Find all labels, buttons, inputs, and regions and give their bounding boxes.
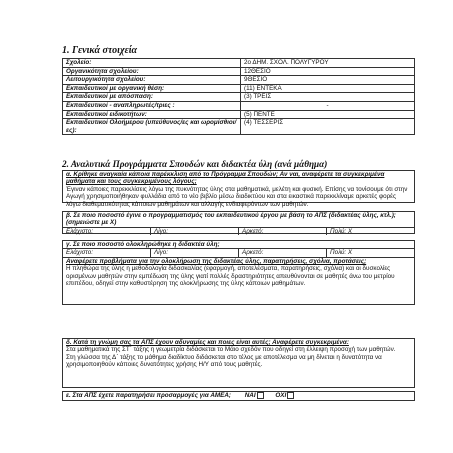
yes-label: ΝΑΙ xyxy=(244,392,256,400)
question-b-box xyxy=(62,211,415,234)
general-info-table xyxy=(62,58,415,135)
rating-b xyxy=(63,227,414,235)
row-label: Εκπαιδευτικοί - αναπληρωτές/τριες : xyxy=(63,101,241,110)
answer-d-2: Στη γλώσσα της Δ΄ τάξης το μάθημα διαδίκτυο διδάσκεται στο τέλος με αποτέλεσμα να μη δίνεται η δυνατότητα να χρησιμοποιηθούν κάποιες δυνατότητες χρήσης Η/Υ από τους μαθητές. xyxy=(66,353,382,369)
section-1-title: 1. Γενικά στοιχεία xyxy=(62,45,138,56)
question-e-line xyxy=(63,392,414,400)
question-e: ε. Στα ΑΠΣ έχετε παρατηρήσει προσαρμογές για ΑΜΕΑ; xyxy=(66,392,231,400)
yes-checkbox[interactable] xyxy=(257,392,264,399)
rating-option: Αρκετό: xyxy=(238,249,326,256)
row-value: 2ο ΔΗΜ. ΣΧΟΛ. ΠΟΛΥΓΥΡΟΥ xyxy=(241,59,415,68)
row-label: Λειτουργικότητα σχολείου: xyxy=(63,76,241,85)
table-row xyxy=(63,67,415,76)
no-option[interactable] xyxy=(275,392,294,399)
question-a-box xyxy=(62,170,415,208)
question-a: α. Κρίθηκε αναγκαία κάποια παρέκκλιση από το Πρόγραμμα Σπουδών; Αν ναι, αναφέρετε τα συγκεκριμένα μαθήματα και τους συγκεκριμένους λόγους; xyxy=(66,171,385,186)
row-value: (4) ΤΕΣΣΕΡΙΣ xyxy=(241,119,415,135)
question-c: γ. Σε ποιο ποσοστό ολοκληρώθηκε η διδακτέα ύλη; xyxy=(66,241,220,248)
no-label: ΟΧΙ xyxy=(275,392,287,400)
table-row xyxy=(63,119,415,135)
rating-option: Λίγο: xyxy=(150,228,238,235)
row-value: - xyxy=(241,101,415,110)
no-checkbox[interactable] xyxy=(287,392,294,399)
section-2-title: 2. Αναλυτικά Προγράμματα Σπουδών και διδακτέα ύλη (ανά μάθημα) xyxy=(62,159,328,169)
table-row xyxy=(63,93,415,102)
row-label: Εκπαιδευτικοί με οργανική θέση: xyxy=(63,84,241,93)
table-row xyxy=(63,59,415,68)
row-label: Εκπαιδευτικοί με απόσπαση: xyxy=(63,93,241,102)
rating-option: Πολύ: Χ xyxy=(326,228,414,235)
question-d: δ. Κατά τη γνώμη σας τα ΑΠΣ έχουν αδυναμίες και ποιες είναι αυτές; Αναφέρετε συγκεκριμένα: xyxy=(66,339,349,346)
row-value: (3) ΤΡΕΙΣ xyxy=(241,93,415,102)
rating-c xyxy=(63,248,414,256)
answer-a: Έγιναν κάποιες παρεκκλίσεις λόγω της πυκνότητας ύλης στα μαθηματικά, μελέτη και φυσική. Επίσης να τονίσουμε ότι στην Αγωγή χρησιμοποιήθηκαν φυλλάδια από το νέο βιβλίο μέσω διαδικτύου και στα εικαστικά παρεκκλίναμε αρκετές φορές λόγω διαθεματικότητας κάποιων μαθημάτων και αλλαγής ενδιαφερόντων των μαθητών. xyxy=(66,185,408,208)
table-row xyxy=(63,110,415,119)
answer-c: Η πληθώρα της ύλης η μεθοδολογία διδασκαλίας (εφαρμογή, αποτελέσματα, παρατηρήσεις, σχόλια) και οι δυσκολίες ορισμένων μαθητών στην εμπέδωση της ύλης γιατί πολλές δραστηριότητες απευθύνονται σε μαθητές άνω του μετρίου επιπέδου, οδηγεί στην καθυστέρηση της ολοκλήρωσης της ύλης κάποιων μαθημάτων. xyxy=(66,265,395,288)
rating-option: Ελάχιστο: xyxy=(66,227,93,235)
row-label: Οργανικότητα σχολείου: xyxy=(63,67,241,76)
row-value: (5) ΠΕΝΤΕ xyxy=(241,110,415,119)
row-label: Εκπαιδευτικοί Ολοήμερου (υπεύθυνος/ες και ωρομίσθιοι/ες): xyxy=(63,119,241,135)
table-row xyxy=(63,76,415,85)
question-d-box xyxy=(62,338,415,388)
rating-option: Ελάχιστο: xyxy=(66,249,93,257)
question-c-problems: Αναφέρετε προβλήματα για την ολοκλήρωση της διδακτέας ύλης, παρατηρήσεις, σχόλια, προτάσεις; xyxy=(63,257,414,265)
row-value: 9ΘΕΣΙΟ xyxy=(241,76,415,85)
question-c-box xyxy=(62,240,415,305)
yes-option[interactable] xyxy=(245,392,264,399)
row-value: 12ΘΕΣΙΟ xyxy=(241,67,415,76)
question-e-box xyxy=(62,391,415,401)
row-value: (11) ΕΝΤΕΚΑ xyxy=(241,84,415,93)
rating-option: Πολύ: Χ xyxy=(326,249,414,256)
rating-option: Αρκετό: xyxy=(238,228,326,235)
row-label: Σχολείο: xyxy=(63,59,241,68)
table-row xyxy=(63,101,415,110)
table-row xyxy=(63,84,415,93)
rating-option: Λίγο: xyxy=(150,249,238,256)
row-label: Εκπαιδευτικοί ειδικοτήτων: xyxy=(63,110,241,119)
question-b: β. Σε ποιο ποσοστό έγινε ο προγραμματισμός του εκπαιδευτικού έργου με βάση το ΑΠΣ (διδακτέας ύλης, κτλ.); (σημειώστε με Χ) xyxy=(66,212,396,227)
answer-d-1: Στα μαθηματικά της ΣΤ΄ τάξης η γεωμετρία διδάσκεται το Μάιο σχεδόν που οδηγεί στη έλλειψη προσοχή των μαθητών. xyxy=(66,346,396,354)
